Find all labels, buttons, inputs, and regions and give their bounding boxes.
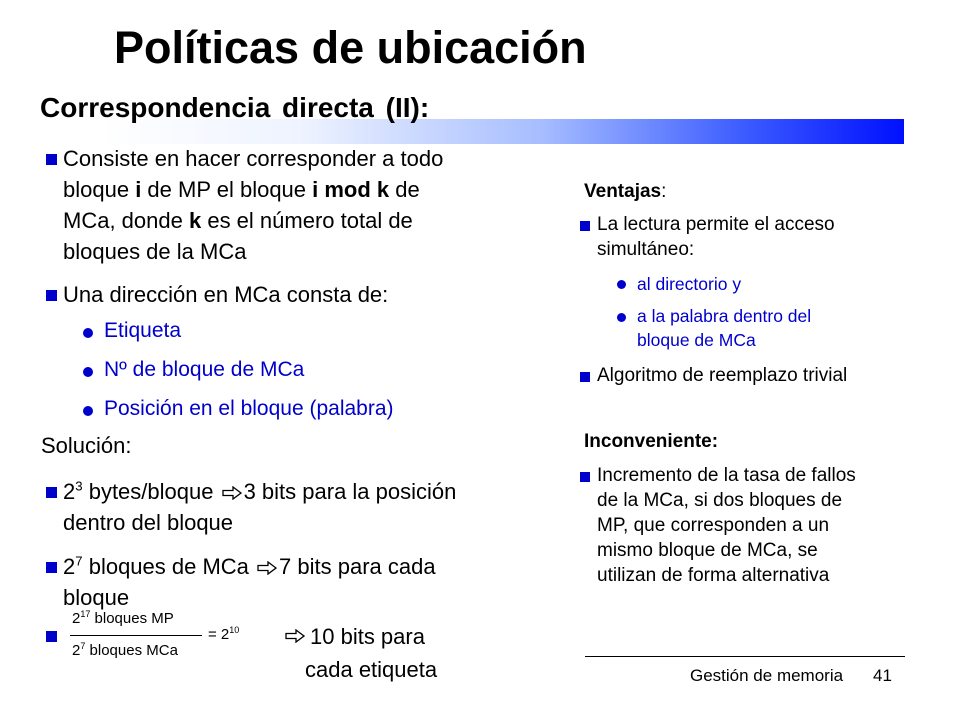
b1-line-3: MCa, donde k es el número total de	[63, 208, 413, 233]
square-bullet-icon	[46, 562, 57, 573]
etiqueta-result-line-2: cada etiqueta	[305, 657, 438, 682]
footer-text: Gestión de memoria	[690, 666, 844, 685]
fraction-formula	[70, 608, 260, 660]
inconveniente-heading: Inconveniente:	[584, 431, 719, 452]
ventaja-1: La lectura permite el acceso simultáneo:	[597, 214, 835, 260]
ventaja-sub-1: al directorio y	[637, 274, 742, 294]
sub-item-etiqueta: Etiqueta	[104, 319, 182, 342]
left-bullet-2: Una dirección en MCa consta de:	[63, 282, 389, 307]
square-bullet-icon	[580, 221, 590, 231]
round-bullet-icon	[617, 280, 626, 289]
b1-line-4: bloques de la MCa	[63, 239, 247, 264]
fraction-result: = $2^{10}$	[208, 625, 240, 643]
page-number: 41	[873, 666, 892, 685]
square-bullet-icon	[46, 487, 57, 498]
footer-divider	[585, 656, 905, 657]
etiqueta-result-line-1: 10 bits para	[310, 624, 425, 649]
sub-item-posicion: Posición en el bloque (palabra)	[104, 397, 394, 420]
square-bullet-icon	[46, 290, 57, 301]
square-bullet-icon	[580, 472, 590, 482]
arrow-right-icon	[257, 561, 277, 575]
ventaja-sub-2: a la palabra dentro del bloque de MCa	[637, 306, 812, 350]
square-bullet-icon	[46, 154, 57, 165]
fraction-denominator: $2^7$ bloques MCa	[72, 642, 178, 659]
solucion-bullet-1: $2^3$ bytes/bloque 3 bits para la posición dentro del bloque	[63, 478, 457, 535]
arrow-right-icon	[222, 486, 242, 500]
round-bullet-icon	[617, 313, 626, 322]
b1-line-2: bloque i de MP el bloque i mod k de	[63, 177, 420, 202]
ventaja-2: Algoritmo de reemplazo trivial	[597, 365, 848, 386]
sub-item-bloque: Nº de bloque de MCa	[104, 358, 305, 381]
solucion-heading: Solución:	[41, 433, 132, 458]
fraction-bar	[70, 635, 202, 636]
ventajas-heading: Ventajas:	[584, 181, 667, 202]
slide-subtitle: Correspondencia directa (II):	[40, 92, 430, 123]
b1-line-1: Consiste en hacer corresponder a todo	[63, 146, 444, 171]
fraction-numerator: $2^{17}$ bloques MP	[72, 609, 174, 627]
round-bullet-icon	[83, 406, 93, 416]
arrow-right-icon	[285, 629, 305, 643]
inconveniente-1: Incremento de la tasa de fallos de la MCa, si dos bloques de MP, que corresponden a un mismo bloque de MCa, se utilizan de forma alternativa	[597, 465, 856, 586]
round-bullet-icon	[83, 367, 93, 377]
round-bullet-icon	[83, 328, 93, 338]
square-bullet-icon	[46, 631, 57, 642]
left-bullet-1	[63, 143, 443, 267]
solucion-bullet-2: $2^7$ bloques de MCa 7 bits para cada bloque	[63, 553, 436, 610]
square-bullet-icon	[580, 372, 590, 382]
slide-title: Políticas de ubicación	[114, 22, 587, 73]
